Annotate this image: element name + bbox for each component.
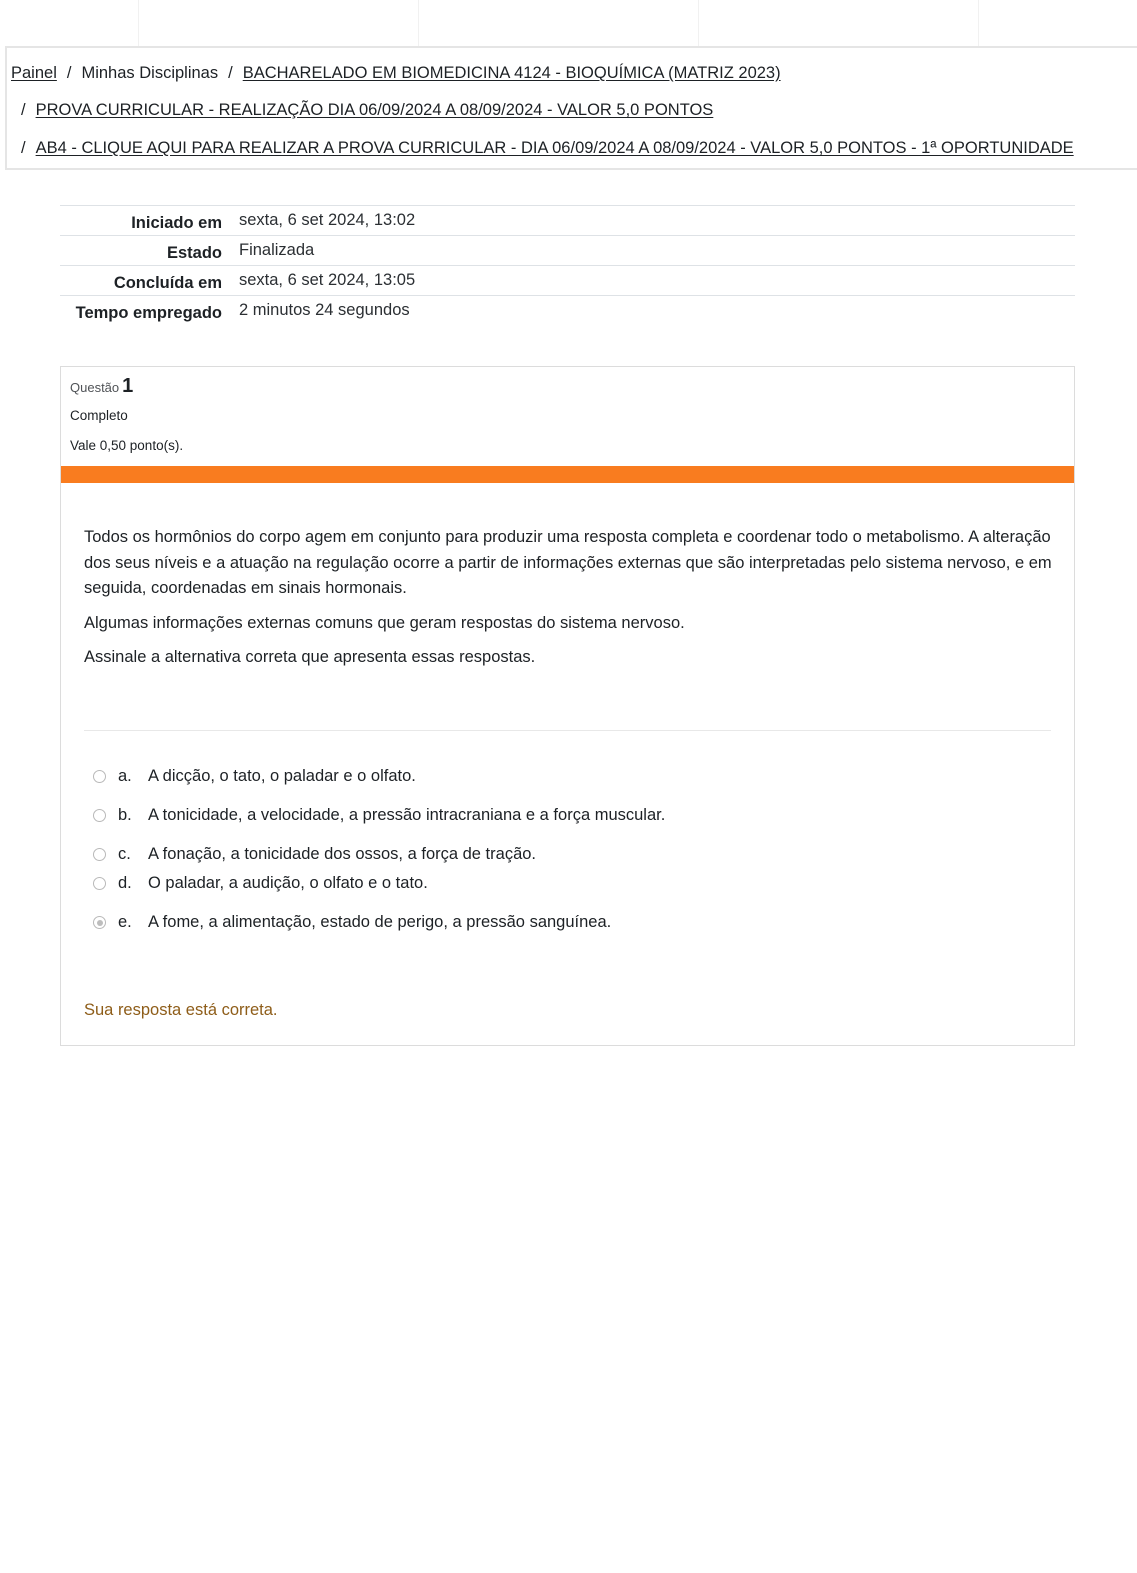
breadcrumb-separator: / <box>228 64 233 82</box>
question-grade: Vale 0,50 ponto(s). <box>70 438 184 453</box>
summary-row-state <box>60 235 1075 265</box>
answer-letter: a. <box>118 767 132 785</box>
question-state: Completo <box>70 408 128 423</box>
started-label: Iniciado em <box>131 214 222 232</box>
breadcrumb <box>5 46 1137 170</box>
answer-text: A tonicidade, a velocidade, a pressão intracraniana e a força muscular. <box>148 806 666 824</box>
completed-value: sexta, 6 set 2024, 13:05 <box>239 271 416 289</box>
radio-button[interactable] <box>93 877 106 890</box>
radio-button[interactable] <box>93 848 106 861</box>
question-label: Questão <box>70 380 120 395</box>
question-number: 1 <box>122 375 134 397</box>
breadcrumb-link-painel[interactable]: Painel <box>11 64 57 82</box>
question-paragraph: Assinale a alternativa correta que apresenta essas respostas. <box>84 648 536 666</box>
divider <box>84 730 1051 731</box>
breadcrumb-minhas-disciplinas: Minhas Disciplinas <box>81 64 219 82</box>
completed-label: Concluída em <box>113 274 222 292</box>
summary-row-started <box>60 205 1075 235</box>
breadcrumb-separator: / <box>21 139 26 157</box>
question-paragraph: Todos os hormônios do corpo agem em conjunto para produzir uma resposta completa e coordenar todo o metabolismo. A alteração dos seus níveis e a atuação na regulação ocorre a partir de informações externas que são interpretadas pelo sistema nervoso, e em seguida, coordenadas em sinais hormonais. <box>84 528 1052 597</box>
answer-letter: c. <box>118 845 131 863</box>
breadcrumb-line-3 <box>21 139 1074 158</box>
breadcrumb-link-exam[interactable]: PROVA CURRICULAR - REALIZAÇÃO DIA 06/09/2024 A 08/09/2024 - VALOR 5,0 PONTOS <box>35 101 714 119</box>
breadcrumb-line-2 <box>21 101 713 120</box>
answer-letter: e. <box>118 913 132 931</box>
state-label: Estado <box>166 244 222 262</box>
answer-text: O paladar, a audição, o olfato e o tato. <box>148 874 428 892</box>
breadcrumb-link-course[interactable]: BACHARELADO EM BIOMEDICINA 4124 - BIOQUÍMICA (MATRIZ 2023) <box>242 64 781 82</box>
question-paragraph: Algumas informações externas comuns que geram respostas do sistema nervoso. <box>84 613 685 632</box>
breadcrumb-separator: / <box>66 64 72 82</box>
question-info <box>70 375 184 453</box>
answer-text: A fome, a alimentação, estado de perigo, a pressão sanguínea. <box>148 913 612 931</box>
radio-button[interactable] <box>93 809 106 822</box>
answer-letter: d. <box>118 874 132 892</box>
top-strip <box>0 0 1137 46</box>
answer-feedback: Sua resposta está correta. <box>84 1001 278 1019</box>
question-accent-bar <box>61 466 1074 483</box>
answer-text: A fonação, a tonicidade dos ossos, a força de tração. <box>148 845 536 863</box>
started-value: sexta, 6 set 2024, 13:02 <box>239 211 416 229</box>
summary-row-time <box>60 295 1075 346</box>
answer-text: A dicção, o tato, o paladar e o olfato. <box>148 767 416 785</box>
question-text <box>84 525 1054 680</box>
time-value: 2 minutos 24 segundos <box>239 301 410 319</box>
breadcrumb-line-1 <box>11 64 781 83</box>
state-value: Finalizada <box>239 241 315 259</box>
summary-row-completed <box>60 265 1075 295</box>
question-card <box>60 366 1075 1046</box>
attempt-summary-table <box>60 205 1075 346</box>
time-label: Tempo empregado <box>75 304 222 322</box>
answer-letter: b. <box>118 806 132 824</box>
breadcrumb-separator: / <box>21 101 26 119</box>
breadcrumb-link-attempt[interactable]: AB4 - CLIQUE AQUI PARA REALIZAR A PROVA CURRICULAR - DIA 06/09/2024 A 08/09/2024 - VALOR 5,0 PONTOS - 1ª OPORTUNIDADE <box>35 139 1074 157</box>
radio-button[interactable] <box>93 770 106 783</box>
radio-button-selected[interactable] <box>93 916 106 929</box>
